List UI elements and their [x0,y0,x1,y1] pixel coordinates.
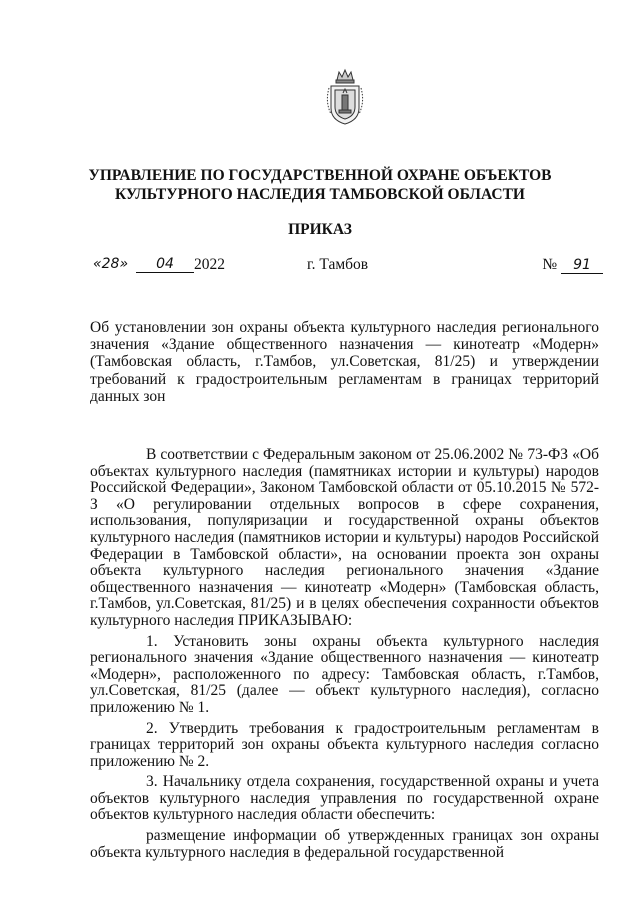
dateline [93,256,603,278]
paragraph-item-3: 3. Начальнику отдела сохранения, государственной охраны и учета объектов культурного наследия управления по государственной охране объектов культурного наследия области обеспечить: [90,773,599,824]
paragraph-item-2: 2. Утвердить требования к градостроительным регламентам в границах территорий зон охраны объекта культурного наследия согласно приложению № 2. [90,719,599,770]
paragraph-item-3-subitem: размещение информации об утвержденных границах зон охраны объекта культурного наследия в федеральной государственной [90,827,599,861]
organization-title-line2: КУЛЬТУРНОГО НАСЛЕДИЯ ТАМБОВСКОЙ ОБЛАСТИ [115,186,525,203]
tambov-coat-of-arms-icon [323,68,367,128]
date-day: «28» [93,256,129,272]
order-subject: Об установлении зон охраны объекта культурного наследия регионального значения «Здание общественного назначения — кинотеатр «Модерн» (Тамбовская область, г.Тамбов, ул.Советская, 81/25) и утверждении требований к градостроительным регламентам в границах территорий данных зон [90,319,599,405]
order-number-value: 91 [561,257,603,274]
order-number [542,256,603,274]
paragraph-preamble: В соответствии с Федеральным законом от 25.06.2002 № 73-ФЗ «Об объектах культурного наследия (памятниках истории и культуры) народов Российской Федерации», Законом Тамбовской области от 05.10.2015 № 572-З «О регулировании отдельных вопросов в сфере сохранения, использования, популяризации и государственной охраны объектов культурного наследия (памятников истории и культуры) народов Российской Федерации в Тамбовской области», на основании проекта зон охраны объекта культурного наследия регионального значения «Здание общественного назначения — кинотеатр «Модерн» (Тамбовская область, г.Тамбов, ул.Советская, 81/25) и в целях обеспечения сохранности объектов культурного наследия ПРИКАЗЫВАЮ: [90,446,599,629]
date-year: 2022 [194,256,225,273]
date-month: 04 [136,256,194,273]
order-body [90,447,599,861]
organization-title-line1: УПРАВЛЕНИЕ ПО ГОСУДАРСТВЕННОЙ ОХРАНЕ ОБЪЕКТОВ [88,167,552,184]
paragraph-item-1: 1. Установить зоны охраны объекта культурного наследия регионального значения «Здание общественного назначения — кинотеатр «Модерн», расположенного по адресу: Тамбовская область, г.Тамбов, ул.Советская, 81/25 (далее — объект культурного наследия), согласно приложению № 1. [90,632,599,716]
document-type: ПРИКАЗ [288,221,352,238]
city: г. Тамбов [307,256,369,273]
organization-title [0,166,640,204]
order-number-label: № [542,256,558,273]
